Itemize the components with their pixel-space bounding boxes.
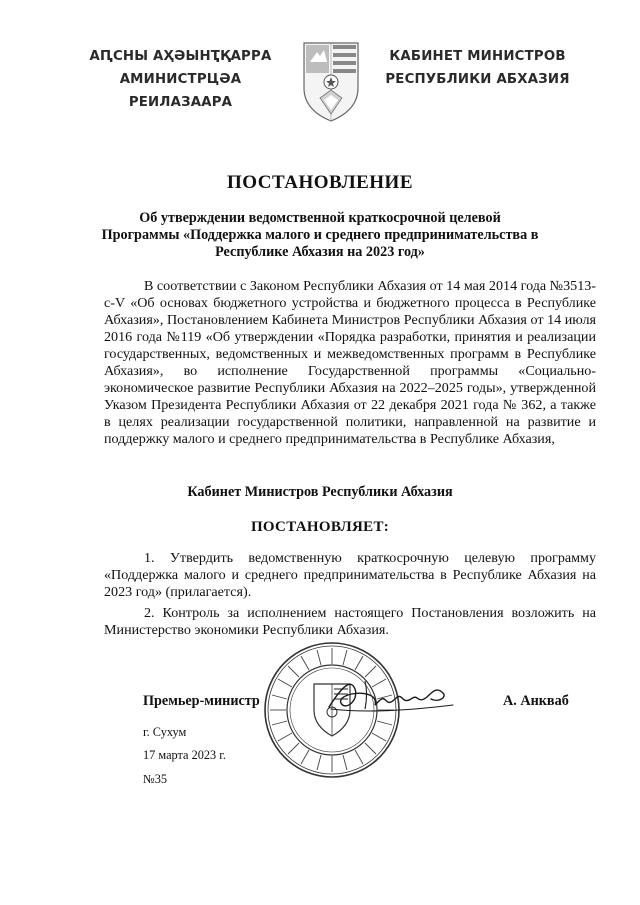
header-right-block <box>380 45 575 91</box>
header-left-line2: АМИНИСТРЦӘА РЕИЛАЗААРА <box>119 72 242 110</box>
header-right-line1: КАБИНЕТ МИНИСТРОВ <box>389 49 566 64</box>
issue-place: г. Сухум <box>143 725 187 739</box>
signatory-name: А. Анкваб <box>503 693 569 709</box>
coat-of-arms-icon <box>300 40 362 124</box>
document-subtitle: Об утверждении ведомственной краткосрочной целевой Программы «Поддержка малого и среднего предпринимательства в Республике Абхазия на 2023 год» <box>101 210 539 260</box>
document-title: ПОСТАНОВЛЕНИЕ <box>226 172 414 193</box>
issuer-line: Кабинет Министров Республики Абхазия <box>187 484 453 500</box>
document-number: №35 <box>143 772 168 786</box>
header-right-line2: РЕСПУБЛИКИ АБХАЗИЯ <box>385 72 570 87</box>
header-left-line1: АԤСНЫ АҲӘЫНҬҚАРРА <box>89 49 272 64</box>
issue-date: 17 марта 2023 г. <box>143 748 226 762</box>
decree-heading: ПОСТАНОВЛЯЕТ: <box>250 519 390 535</box>
header-left-block <box>78 45 283 114</box>
handwritten-signature-icon <box>325 675 460 720</box>
decree-item-1: 1. Утвердить ведомственную краткосрочную целевую программу «Поддержка малого и среднего предпринимательства в Республике Абхазия на 2023 год» (прилагается). <box>104 550 596 600</box>
decree-item-2: 2. Контроль за исполнением настоящего Постановления возложить на Министерство экономики Республики Абхазия. <box>104 605 596 638</box>
signatory-position: Премьер-министр <box>143 693 260 709</box>
preamble-paragraph: В соответствии с Законом Республики Абхазия от 14 мая 2014 года №3513-с-V «Об основах бюджетного устройства и бюджетного процесса в Республике Абхазия», Постановлением Кабинета Министров Республики Абхазия от 14 июля 2016 года №119 «Об утверждении «Порядка разработки, принятия и реализации государственных, ведомственных и межведомственных программ в Республике Абхазия», во исполнение Государственной программы «Социально-экономическое развитие Республики Абхазия на 2022–2025 годы», утвержденной Указом Президента Республики Абхазия от 22 декабря 2021 года № 362, а также в целях реализации государственной политики, направленной на развитие и поддержку малого и среднего предпринимательства в Республике Абхазия, <box>104 278 596 447</box>
